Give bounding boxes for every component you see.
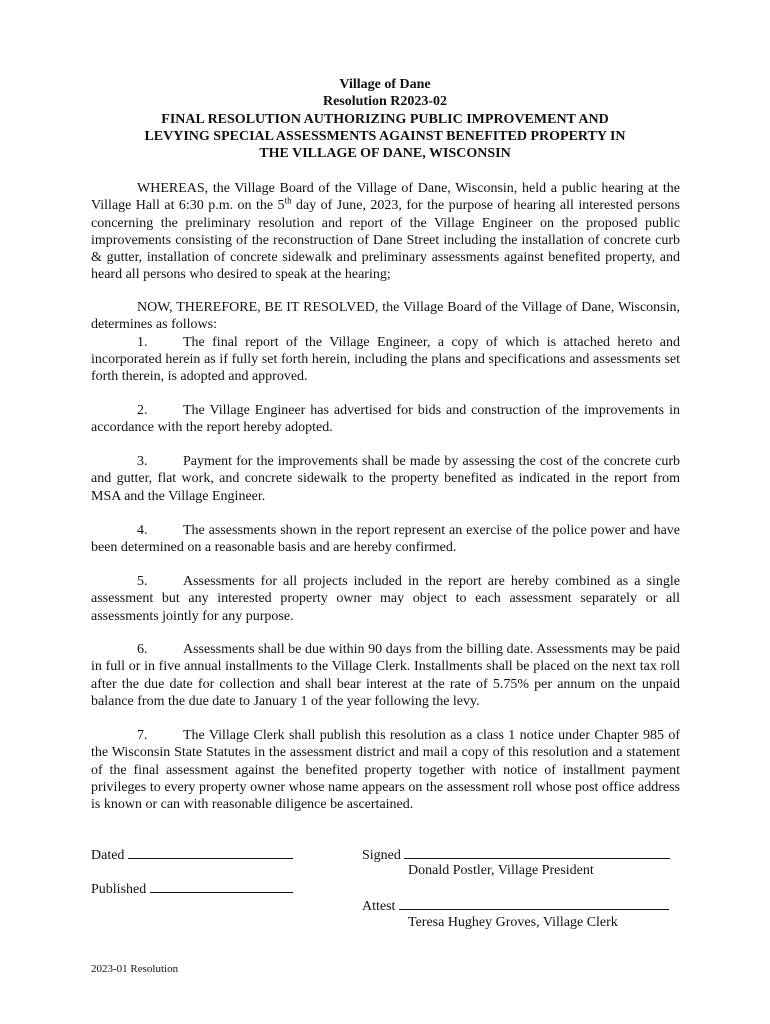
dated-blank[interactable] — [128, 846, 293, 859]
item-3 — [91, 453, 680, 505]
footer-label: 2023-01 Resolution — [91, 963, 179, 975]
item-text: Assessments for all projects included in the report are hereby combined as a single assessment but any interested property owner may object to each assessment separately or all assessments jointly for any purpose. — [91, 574, 680, 624]
whereas-superscript: th — [284, 195, 292, 206]
item-number: 3. — [137, 454, 148, 469]
resolved-text: NOW, THEREFORE, BE IT RESOLVED, the Village Board of the Village of Dane, Wisconsin, determines as follows: — [91, 300, 680, 333]
attest-label: Attest — [362, 899, 396, 914]
item-text: The final report of the Village Engineer, a copy of which is attached hereto and incorporated herein as if fully set forth herein, including the plans and specifications and assessments set forth therein, is adopted and approved. — [91, 334, 680, 385]
item-number: 6. — [137, 642, 148, 657]
item-4 — [91, 522, 680, 557]
item-text: The Village Engineer has advertised for bids and construction of the improvements in accordance with the report hereby adopted. — [91, 403, 680, 436]
item-text: Payment for the improvements shall be made by assessing the cost of the concrete curb and gutter, flat work, and concrete sidewalk to the property benefited as indicated in the report from MSA and the Village Engineer. — [91, 454, 680, 504]
item-number: 4. — [137, 523, 148, 538]
attest-blank[interactable] — [399, 897, 669, 910]
item-number: 5. — [137, 574, 148, 589]
item-6 — [91, 641, 680, 710]
published-blank[interactable] — [150, 880, 293, 893]
header-title-line-2: LEVYING SPECIAL ASSESSMENTS AGAINST BENEFITED PROPERTY IN — [144, 128, 626, 144]
header-resolution-number: Resolution R2023-02 — [322, 94, 448, 110]
published-label: Published — [91, 882, 147, 897]
signed-blank[interactable] — [404, 846, 670, 859]
item-number: 1. — [137, 334, 148, 350]
attest-name: Teresa Hughey Groves, Village Clerk — [408, 915, 618, 930]
whereas-paragraph — [91, 180, 680, 284]
item-text: Assessments shall be due within 90 days from the billing date. Assessments may be paid in full or in five annual installments to the Village Clerk. Installments shall be placed on the next tax roll after the due date for collection and shall bear interest at the rate of 5.75% per annum on the unpaid balance from the due date to January 1 of the year following the levy. — [91, 642, 680, 709]
item-2 — [91, 402, 680, 437]
signed-label: Signed — [362, 848, 401, 863]
item-7 — [91, 727, 680, 813]
header-village: Village of Dane — [339, 77, 431, 92]
published-line — [91, 880, 293, 898]
resolved-paragraph — [91, 299, 680, 385]
dated-label: Dated — [91, 848, 125, 863]
whereas-text-part1: WHEREAS, the Village Board of the Village of Dane, Wisconsin, held a public hearing at the Village Hall at 6:30 p.m. on the 5 — [91, 181, 680, 214]
item-number: 7. — [137, 728, 148, 743]
header-title-line-1: FINAL RESOLUTION AUTHORIZING PUBLIC IMPROVEMENT AND — [161, 111, 609, 127]
item-5 — [91, 573, 680, 625]
dated-line — [91, 846, 293, 864]
item-number: 2. — [137, 403, 148, 418]
item-text: The assessments shown in the report represent an exercise of the police power and have been determined on a reasonable basis and are hereby confirmed. — [91, 523, 680, 556]
document-header — [0, 76, 770, 162]
whereas-text-part2: day of June, 2023, for the purpose of hearing all interested persons concerning the preliminary resolution and report of the Village Engineer on the proposed public improvements consisting of the reconstruction of Dane Street including the installation of concrete curb & gutter, installation of concrete sidewalk and preliminary assessments against benefited property, and heard all persons who desired to speak at the hearing; — [91, 198, 680, 283]
attest-line — [362, 897, 669, 915]
header-title-line-3: THE VILLAGE OF DANE, WISCONSIN — [259, 146, 511, 162]
signed-name: Donald Postler, Village President — [408, 863, 594, 878]
item-text: The Village Clerk shall publish this resolution as a class 1 notice under Chapter 985 of the Wisconsin State Statutes in the assessment district and mail a copy of this resolution and a statement of the final assessment against the benefited property together with notice of installment payment privileges to every property owner whose name appears on the assessment roll whose post office address is known or can with reasonable diligence be ascertained. — [91, 728, 680, 813]
